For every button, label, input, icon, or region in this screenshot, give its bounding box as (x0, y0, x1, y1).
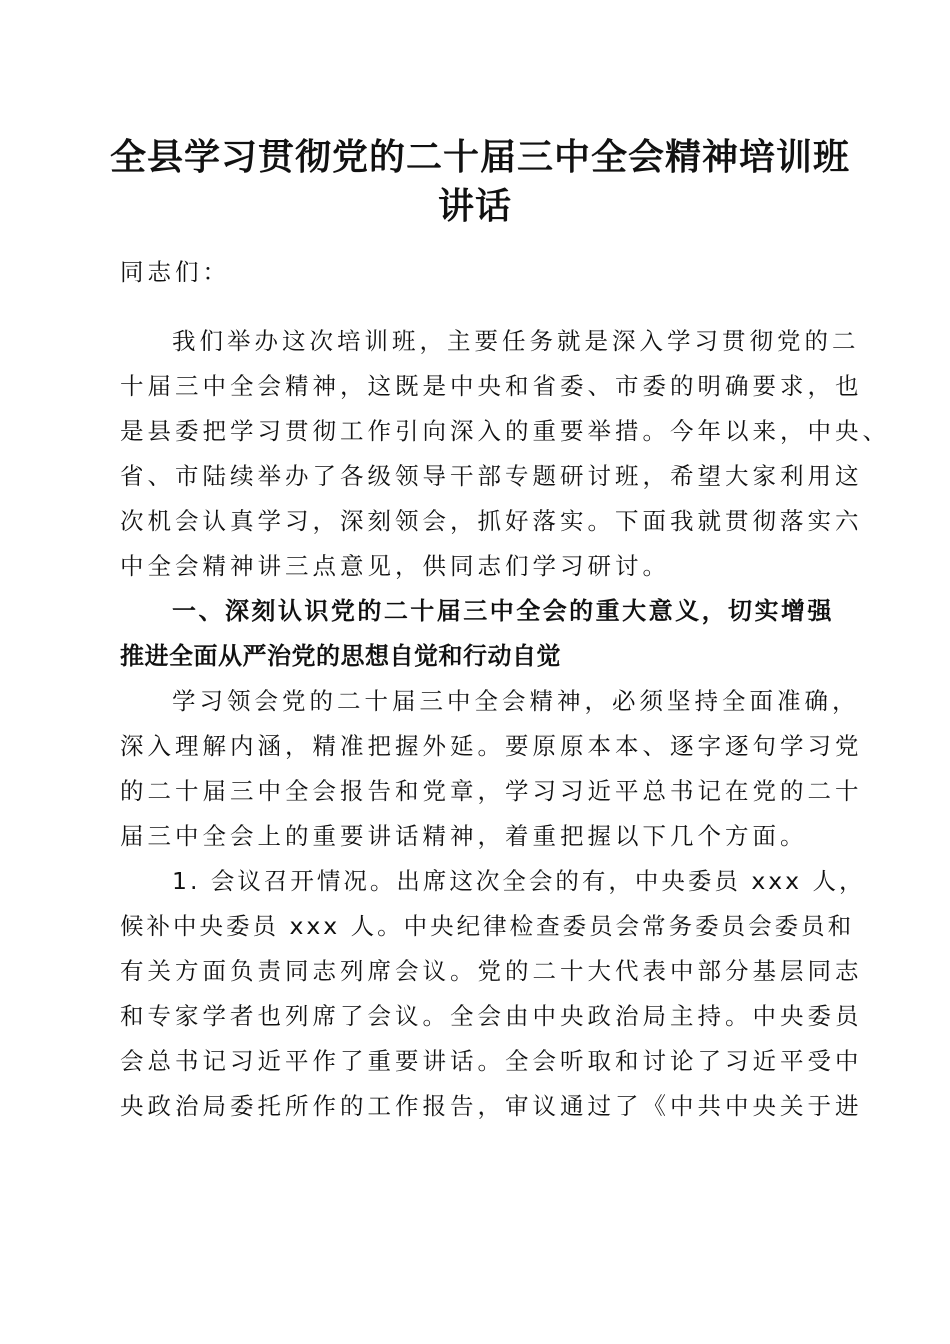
paragraph-line: 是县委把学习贯彻工作引向深入的重要举措。今年以来，中央、 (120, 417, 890, 445)
paragraph-line: 中全会精神讲三点意见，供同志们学习研讨。 (120, 552, 670, 580)
paragraph-line: 和专家学者也列席了会议。全会由中央政治局主持。中央委员 (120, 1002, 863, 1030)
paragraph-line: 候补中央委员 xxx 人。中央纪律检查委员会常务委员会委员和 (120, 912, 855, 940)
paragraph-line: 1. 会议召开情况。出席这次全会的有，中央委员 xxx 人， (172, 867, 866, 895)
section-heading-line: 推进全面从严治党的思想自觉和行动自觉 (120, 642, 561, 670)
paragraph-line: 十届三中全会精神，这既是中央和省委、市委的明确要求，也 (120, 372, 863, 400)
document-title-line-1: 全县学习贯彻党的二十届三中全会精神培训班 (110, 136, 851, 178)
paragraph-line: 会总书记习近平作了重要讲话。全会听取和讨论了习近平受中 (120, 1047, 863, 1075)
paragraph-line: 学习领会党的二十届三中全会精神，必须坚持全面准确， (172, 687, 860, 715)
paragraph-line: 省、市陆续举办了各级领导干部专题研讨班，希望大家利用这 (120, 462, 863, 490)
salutation: 同志们： (120, 258, 230, 286)
paragraph-line: 深入理解内涵，精准把握外延。要原原本本、逐字逐句学习党 (120, 732, 863, 760)
paragraph-line: 我们举办这次培训班，主要任务就是深入学习贯彻党的二 (172, 327, 860, 355)
paragraph-line: 有关方面负责同志列席会议。党的二十大代表中部分基层同志 (120, 957, 863, 985)
paragraph-line: 届三中全会上的重要讲话精神，着重把握以下几个方面。 (120, 822, 808, 850)
paragraph-line: 次机会认真学习，深刻领会，抓好落实。下面我就贯彻落实六 (120, 507, 863, 535)
section-heading-line: 一、深刻认识党的二十届三中全会的重大意义，切实增强 (172, 597, 832, 625)
document-title-line-2: 讲话 (437, 185, 512, 227)
paragraph-line: 的二十届三中全会报告和党章，学习习近平总书记在党的二十 (120, 777, 863, 805)
paragraph-line: 央政治局委托所作的工作报告，审议通过了《中共中央关于进 (120, 1092, 863, 1120)
